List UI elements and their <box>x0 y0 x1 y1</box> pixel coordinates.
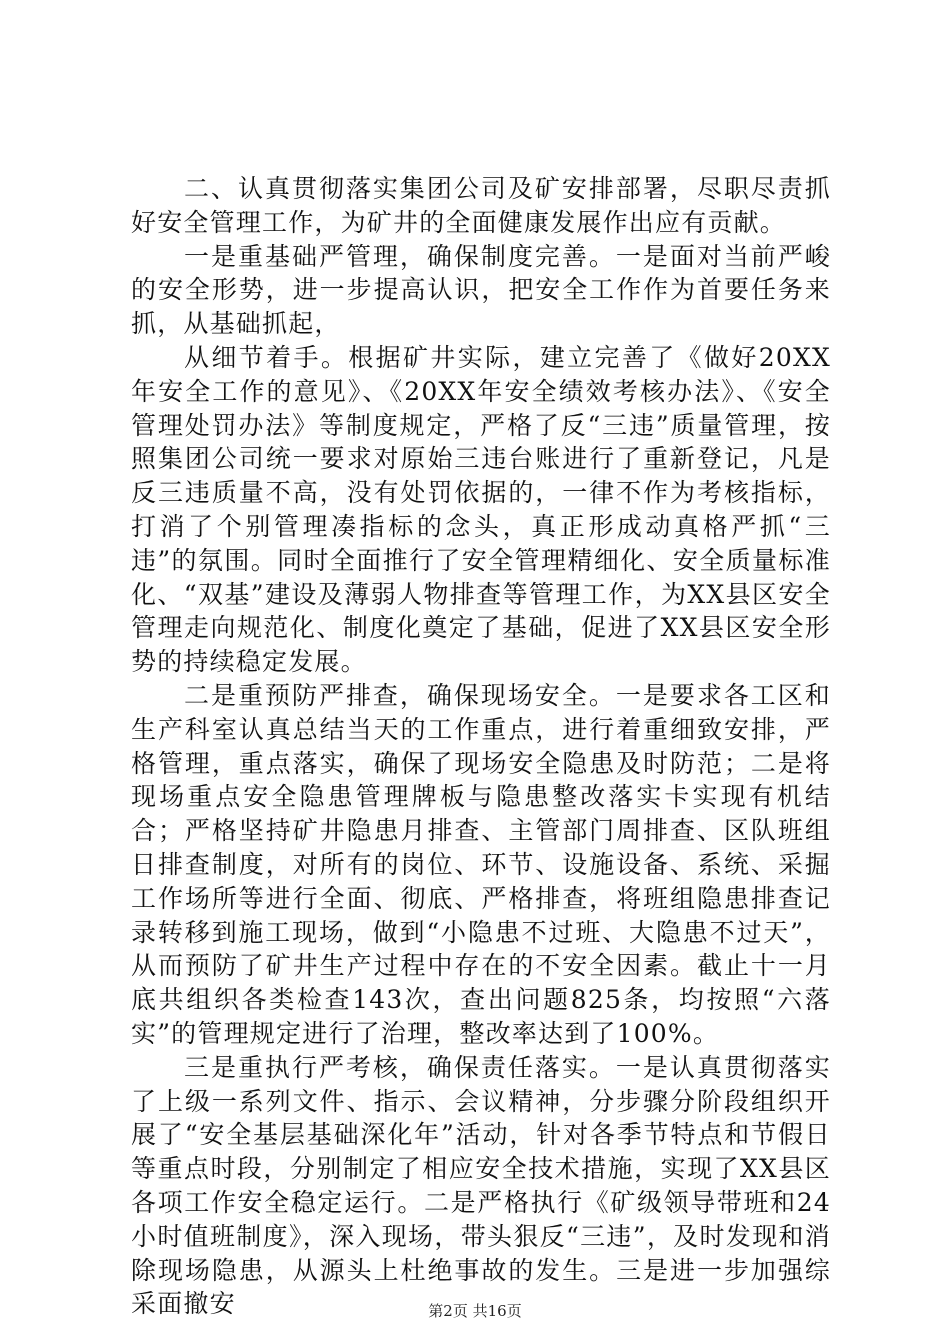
paragraph-prevention-inspection: 二是重预防严排查，确保现场安全。一是要求各工区和生产科室认真总结当天的工作重点，进行着重细致安排，严格管理，重点落实，确保了现场安全隐患及时防范；二是将现场重点安全隐患管理牌板与隐患整改落实卡实现有机结合；严格坚持矿井隐患月排查、主管部门周排查、区队班组日排查制度，对所有的岗位、环节、设施设备、系统、采掘工作场所等进行全面、彻底、严格排查，将班组隐患排查记录转移到施工现场，做到“小隐患不过班、大隐患不过天”，从而预防了矿井生产过程中存在的不安全因素。截止十一月底共组织各类检查143次，查出问题825条，均按照“六落实”的管理规定进行了治理，整改率达到了100%。 <box>131 680 831 1048</box>
document-body <box>131 172 831 1321</box>
paragraph-basic-management: 一是重基础严管理，确保制度完善。一是面对当前严峻的安全形势，进一步提高认识，把安全工作作为首要任务来抓，从基础抓起， <box>131 241 831 339</box>
paragraph-execution-assessment: 三是重执行严考核，确保责任落实。一是认真贯彻落实了上级一系列文件、指示、会议精神，分步骤分阶段组织开展了“安全基层基础深化年”活动，针对各季节特点和节假日等重点时段，分别制定了相应安全技术措施，实现了XX县区各项工作安全稳定运行。二是严格执行《矿级领导带班和24小时值班制度》，深入现场，带头狠反“三违”，及时发现和消除现场隐患，从源头上杜绝事故的发生。三是进一步加强综采面撤安 <box>131 1052 831 1319</box>
paragraph-detail-measures: 从细节着手。根据矿井实际，建立完善了《做好20XX年安全工作的意见》、《20XX年安全绩效考核办法》、《安全管理处罚办法》等制度规定，严格了反“三违”质量管理，按照集团公司统一要求对原始三违台账进行了重新登记，凡是反三违质量不高，没有处罚依据的，一律不作为考核指标，打消了个别管理凑指标的念头，真正形成动真格严抓“三违”的氛围。同时全面推行了安全管理精细化、安全质量标准化、“双基”建设及薄弱人物排查等管理工作，为XX县区安全管理走向规范化、制度化奠定了基础，促进了XX县区安全形势的持续稳定发展。 <box>131 342 831 677</box>
paragraph-section-heading: 二、认真贯彻落实集团公司及矿安排部署，尽职尽责抓好安全管理工作，为矿井的全面健康发展作出应有贡献。 <box>131 174 831 237</box>
page-number-footer: 第2页 共16页 <box>428 1302 522 1320</box>
